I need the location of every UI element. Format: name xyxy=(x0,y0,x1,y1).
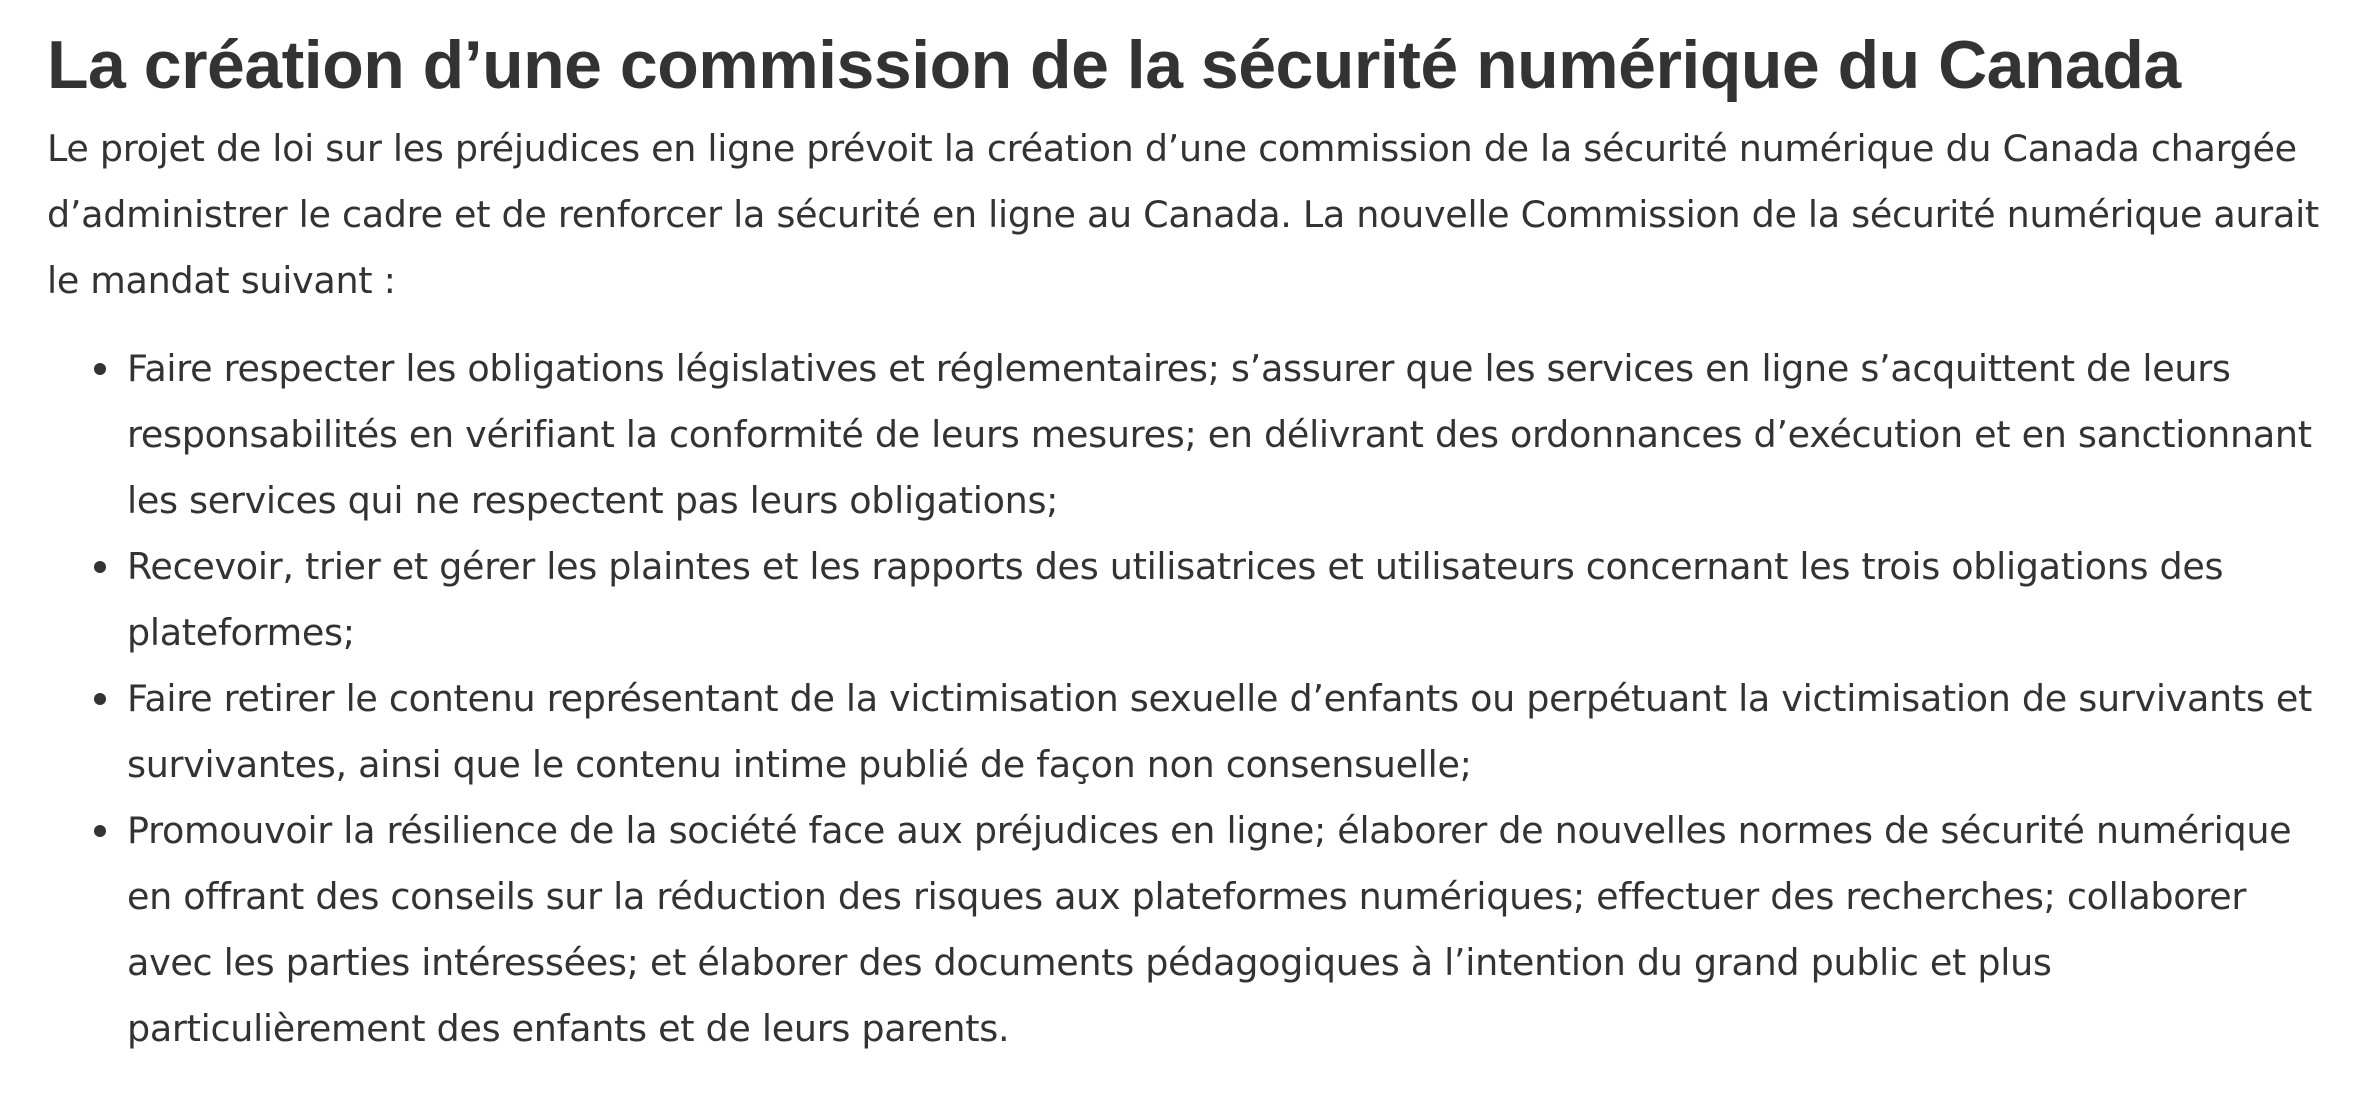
list-item-text: Faire respecter les obligations législatives et réglementaires; s’assurer que les services en ligne s’acquittent de leurs responsabilités en vérifiant la conformité de leurs mesures; en délivrant des ordonnances d’exécution et en sanctionnant les services qui ne respectent pas leurs obligations; xyxy=(127,347,2312,522)
article-content xyxy=(47,22,2337,1062)
page-title: La création d’une commission de la sécurité numérique du Canada xyxy=(47,27,2181,103)
bullet-icon xyxy=(94,693,106,705)
mandate-list xyxy=(47,336,2337,1062)
list-item-text: Faire retirer le contenu représentant de la victimisation sexuelle d’enfants ou perpétuant la victimisation de survivants et survivantes, ainsi que le contenu intime publié de façon non consensuelle; xyxy=(127,677,2313,786)
list-item xyxy=(127,666,2337,798)
list-item-text: Recevoir, trier et gérer les plaintes et les rapports des utilisatrices et utilisateurs concernant les trois obligations des plateformes; xyxy=(127,545,2224,654)
list-item-text: Promouvoir la résilience de la société face aux préjudices en ligne; élaborer de nouvelles normes de sécurité numérique en offrant des conseils sur la réduction des risques aux plateformes numériques; effectuer des recherches; collaborer avec les parties intéressées; et élaborer des documents pédagogiques à l’intention du grand public et plus particulièrement des enfants et de leurs parents. xyxy=(127,809,2292,1050)
list-item xyxy=(127,336,2337,534)
bullet-icon xyxy=(94,825,106,837)
bullet-icon xyxy=(94,561,106,573)
list-item xyxy=(127,798,2337,1062)
list-item xyxy=(127,534,2337,666)
bullet-icon xyxy=(94,363,106,375)
intro-paragraph: Le projet de loi sur les préjudices en ligne prévoit la création d’une commission de la sécurité numérique du Canada chargée d’administrer le cadre et de renforcer la sécurité en ligne au Canada. La nouvelle Commission de la sécurité numérique aurait le mandat suivant : xyxy=(47,127,2319,302)
